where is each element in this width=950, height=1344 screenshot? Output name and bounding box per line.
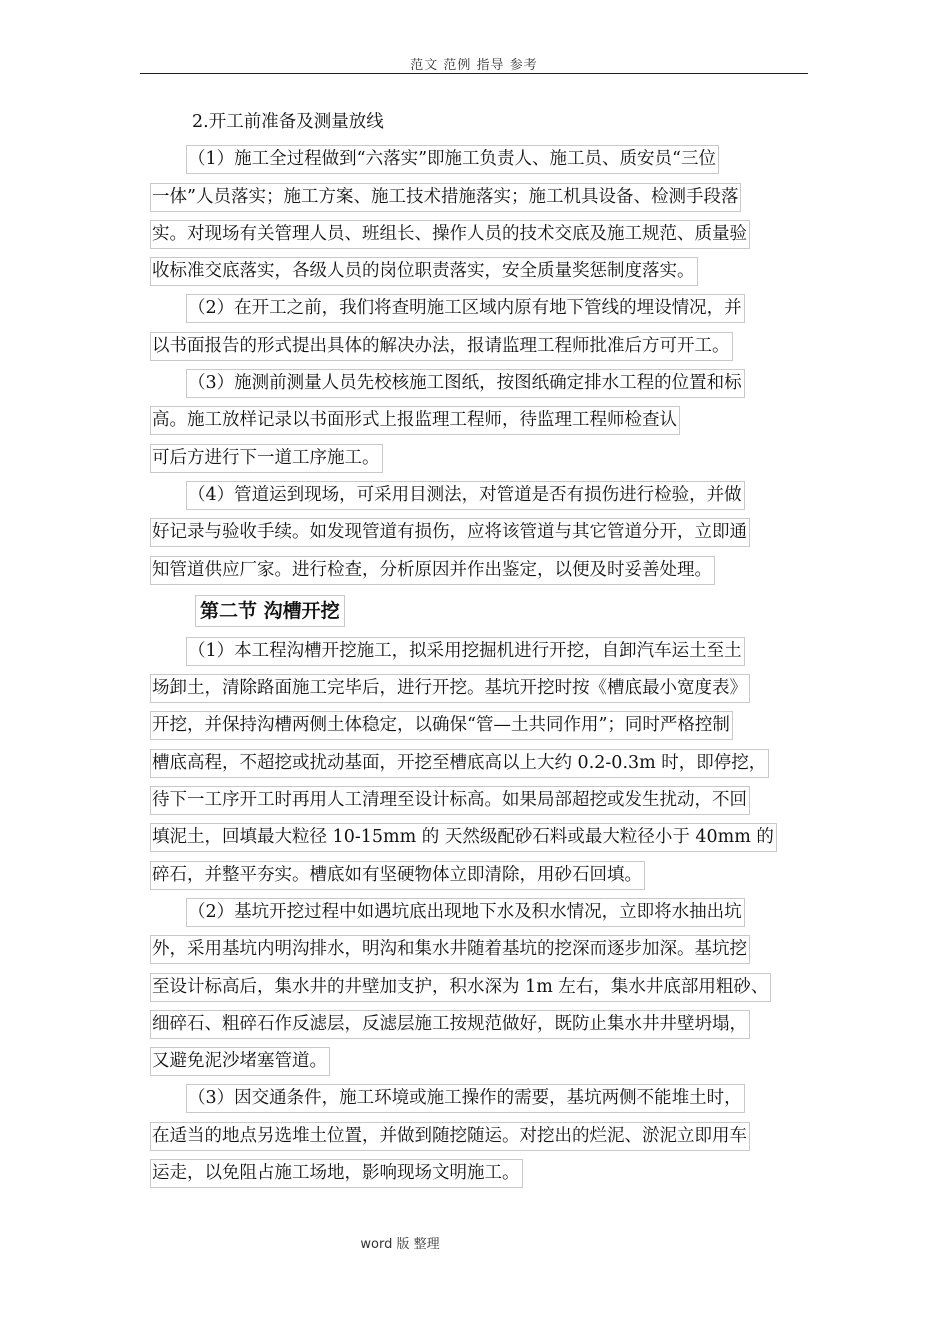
paragraph-line: 碎石，并整平夯实。槽底如有坚硬物体立即清除，用砂石回填。 xyxy=(150,857,802,894)
paragraph-line: 待下一工序开工时再用人工清理至设计标高。如果局部超挖或发生扰动，不回 xyxy=(150,782,802,819)
paragraph-line: 外，采用基坑内明沟排水，明沟和集水井随着基坑的挖深而逐步加深。基坑挖 xyxy=(150,931,802,968)
paragraph-line: （3）因交通条件，施工环境或施工操作的需要，基坑两侧不能堆土时， xyxy=(150,1080,802,1117)
paragraph-line: 填泥土，回填最大粒径 10-15mm 的 天然级配砂石料或最大粒径小于 40mm 的 xyxy=(150,819,802,856)
header-rule xyxy=(140,73,808,74)
paragraph-line: 又避免泥沙堵塞管道。 xyxy=(150,1043,802,1080)
paragraph-line: 可后方进行下一道工序施工。 xyxy=(150,440,802,477)
paragraph-line: 知管道供应厂家。进行检查，分析原因并作出鉴定，以便及时妥善处理。 xyxy=(150,552,802,589)
paragraph-line: （2）在开工之前，我们将查明施工区域内原有地下管线的埋设情况，并 xyxy=(150,290,802,327)
document-body xyxy=(150,104,802,1192)
paragraph-line: 细碎石、粗碎石作反滤层，反滤层施工按规范做好，既防止集水井井壁坍塌， xyxy=(150,1006,802,1043)
paragraph-line: 收标准交底落实，各级人员的岗位职责落实，安全质量奖惩制度落实。 xyxy=(150,253,802,290)
paragraph-line: 至设计标高后，集水井的井壁加支护，积水深为 1m 左右，集水井底部用粗砂、 xyxy=(150,969,802,1006)
paragraph-line: 运走，以免阻占施工场地，影响现场文明施工。 xyxy=(150,1155,802,1192)
paragraph-line: 一体”人员落实；施工方案、施工技术措施落实；施工机具设备、检测手段落 xyxy=(150,179,802,216)
paragraph-line: 槽底高程，不超挖或扰动基面，开挖至槽底高以上大约 0.2-0.3m 时，即停挖， xyxy=(150,745,802,782)
paragraph-line: 场卸土，清除路面施工完毕后，进行开挖。基坑开挖时按《槽底最小宽度表》 xyxy=(150,670,802,707)
paragraph-line: 开挖，并保持沟槽两侧土体稳定，以确保“管—土共同作用”；同时严格控制 xyxy=(150,707,802,744)
paragraph-line: 以书面报告的形式提出具体的解决办法，报请监理工程师批准后方可开工。 xyxy=(150,328,802,365)
paragraph-line: 高。施工放样记录以书面形式上报监理工程师，待监理工程师检查认 xyxy=(150,402,802,439)
paragraph-line: （2）基坑开挖过程中如遇坑底出现地下水及积水情况，立即将水抽出坑 xyxy=(150,894,802,931)
paragraph-line: （3）施测前测量人员先校核施工图纸，按图纸确定排水工程的位置和标 xyxy=(150,365,802,402)
section-heading-row xyxy=(150,589,802,633)
paragraph-line: 好记录与验收手续。如发现管道有损伤，应将该管道与其它管道分开，立即通 xyxy=(150,514,802,551)
page-header: 范文 范例 指导 参考 xyxy=(410,58,538,73)
paragraph-line: （4）管道运到现场，可采用目测法，对管道是否有损伤进行检验，并做 xyxy=(150,477,802,514)
subsection-title: 2.开工前准备及测量放线 xyxy=(192,112,384,132)
paragraph-line: 在适当的地点另选堆土位置，并做到随挖随运。对挖出的烂泥、淤泥立即用车 xyxy=(150,1118,802,1155)
paragraph-line: （1）施工全过程做到“六落实”即施工负责人、施工员、质安员“三位 xyxy=(150,141,802,178)
paragraph-line: （1）本工程沟槽开挖施工，拟采用挖掘机进行开挖，自卸汽车运土至土 xyxy=(150,633,802,670)
paragraph-line: 实。对现场有关管理人员、班组长、操作人员的技术交底及施工规范、质量验 xyxy=(150,216,802,253)
section-heading: 第二节 沟槽开挖 xyxy=(195,595,345,627)
page-footer: word 版 整理 xyxy=(360,1237,440,1252)
